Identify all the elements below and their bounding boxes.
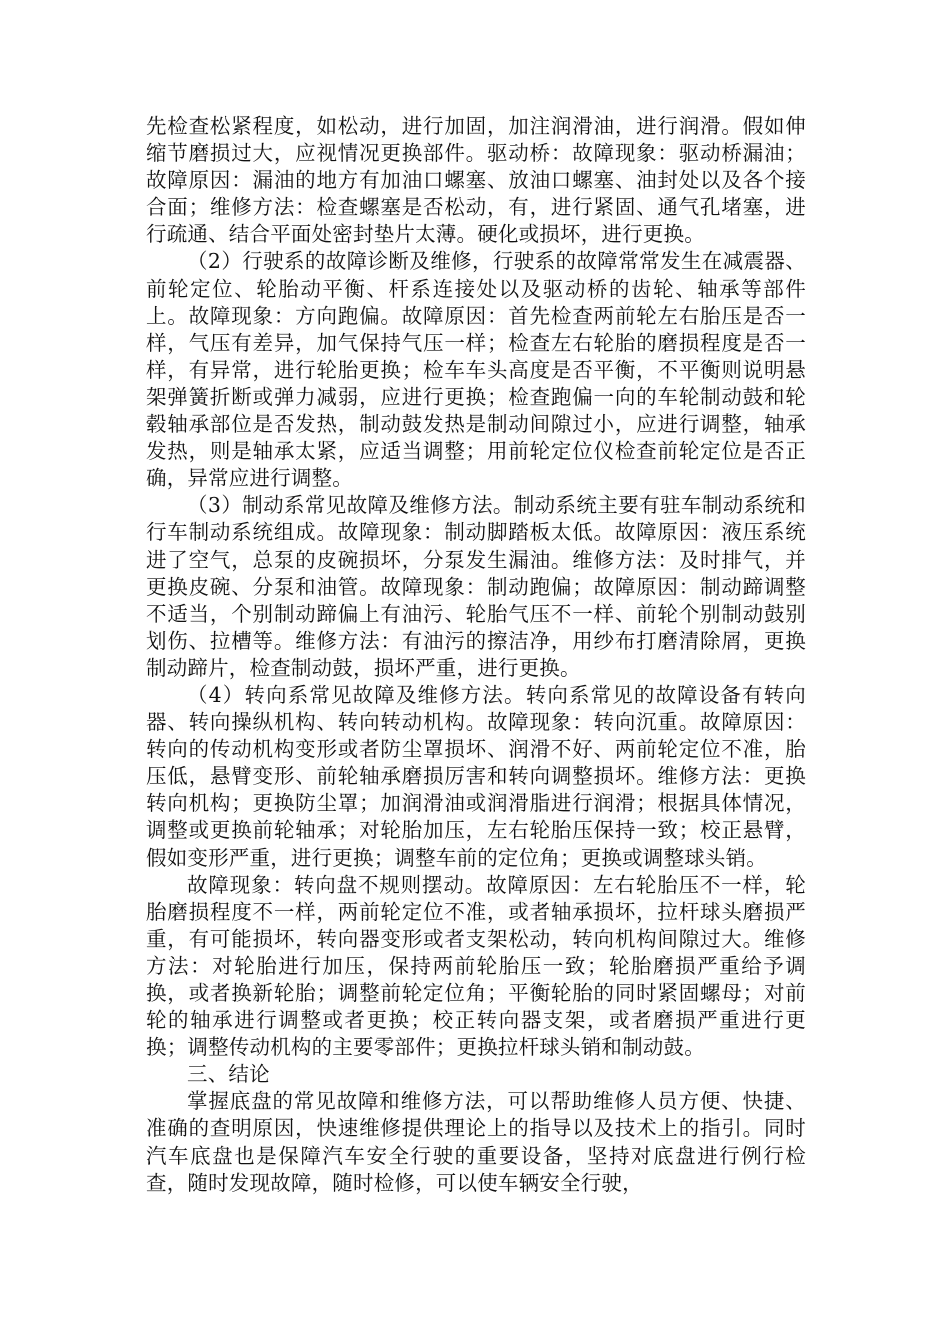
paragraph-steering-system: （4）转向系常见故障及维修方法。转向系常见的故障设备有转向器、转向操纵机构、转向转动机构。故障现象：转向沉重。故障原因：转向的传动机构变形或者防尘罩损坏、润滑不好、两前轮定位不准，胎压低，悬臂变形、前轮轴承磨损厉害和转向调整损坏。维修方法：更换转向机构；更换防尘罩；加润滑油或润滑脂进行润滑；根据具体情况，调整或更换前轮轴承；对轮胎加压，左右轮胎压保持一致；校正悬臂，假如变形严重，进行更换；调整车前的定位角；更换或调整球头销。 <box>146 682 806 870</box>
section-heading-conclusion: 三、结论 <box>187 1062 270 1087</box>
paragraph-conclusion: 掌握底盘的常见故障和维修方法，可以帮助维修人员方便、快捷、准确的查明原因，快速维修提供理论上的指导以及技术上的指引。同时汽车底盘也是保障汽车安全行驶的重要设备，坚持对底盘进行例行检查，随时发现故障，随时检修，可以使车辆安全行驶， <box>146 1089 806 1195</box>
paragraph-braking-system: （3）制动系常见故障及维修方法。制动系统主要有驻车制动系统和行车制动系统组成。故障现象：制动脚踏板太低。故障原因：液压系统进了空气，总泵的皮碗损坏，分泵发生漏油。维修方法：及时排气，并更换皮碗、分泵和油管。故障现象：制动跑偏；故障原因：制动蹄调整不适当，个别制动蹄偏上有油污、轮胎气压不一样、前轮个别制动鼓别划伤、拉槽等。维修方法：有油污的擦洁净，用纱布打磨清除屑，更换制动蹄片，检查制动鼓，损坏严重，进行更换。 <box>146 493 806 680</box>
paragraph-driving-system: （2）行驶系的故障诊断及维修，行驶系的故障常常发生在减震器、前轮定位、轮胎动平衡、杆系连接处以及驱动桥的齿轮、轴承等部件上。故障现象：方向跑偏。故障原因：首先检查两前轮左右胎压是否一样，气压有差异，加气保持气压一样；检查左右轮胎的磨损程度是否一样，有异常，进行轮胎更换；检车车头高度是否平衡，不平衡则说明悬架弹簧折断或弹力减弱，应进行更换；检查跑偏一向的车轮制动鼓和轮毂轴承部位是否发热，制动鼓发热是制动间隙过小，应进行调整，轴承发热，则是轴承太紧，应适当调整；用前轮定位仪检查前轮定位是否正确，异常应进行调整。 <box>146 249 806 491</box>
paragraph-continuation: 先检查松紧程度，如松动，进行加固，加注润滑油，进行润滑。假如伸缩节磨损过大，应视情况更换部件。驱动桥：故障现象：驱动桥漏油；故障原因：漏油的地方有加油口螺塞、放油口螺塞、油封处以及各个接合面；维修方法：检查螺塞是否松动，有，进行紧固、通气孔堵塞，进行疏通、结合平面处密封垫片太薄。硬化或损坏，进行更换。 <box>146 114 806 247</box>
document-body <box>146 113 806 1197</box>
paragraph-steering-wheel-wobble: 故障现象：转向盘不规则摆动。故障原因：左右轮胎压不一样，轮胎磨损程度不一样，两前轮定位不准，或者轴承损坏，拉杆球头磨损严重，有可能损坏，转向器变形或者支架松动，转向机构间隙过大。维修方法：对轮胎进行加压，保持两前轮胎压一致；轮胎磨损严重给予调换，或者换新轮胎；调整前轮定位角；平衡轮胎的同时紧固螺母；对前轮的轴承进行调整或者更换；校正转向器支架，或者磨损严重进行更换；调整传动机构的主要零部件；更换拉杆球头销和制动鼓。 <box>146 872 806 1060</box>
